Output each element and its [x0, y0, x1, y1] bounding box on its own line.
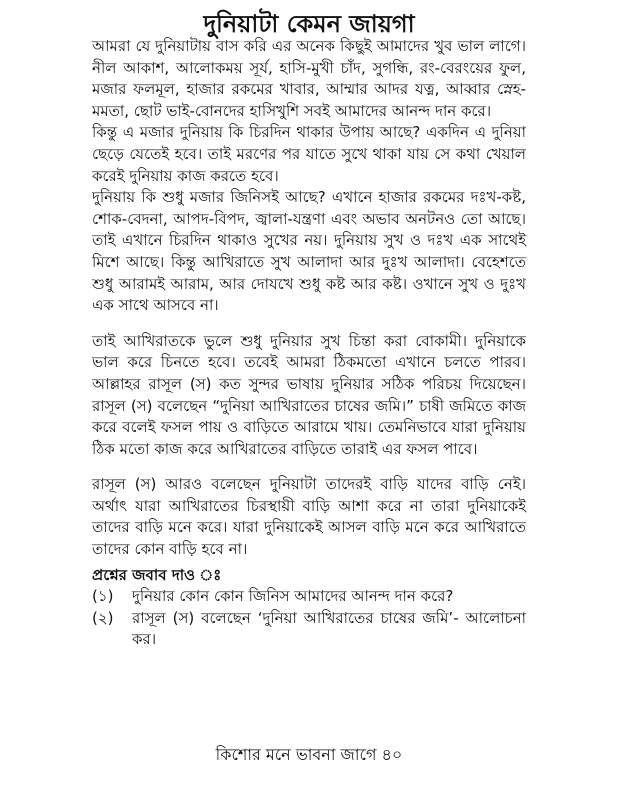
- question-number: (১): [92, 587, 114, 606]
- paragraph-3: দুনিয়ায় কি শুধু মজার জিনিসই আছে? এখানে হাজার রকমের দঃখ-কষ্ট, শোক-বেদনা, আপদ-বিপদ, জ্বালা-যন্ত্রণা এবং অভাব অনটনও তো আছে। তাই এখানে চিরদিন থাকাও সুখের নয়। দুনিয়ায় সুখ ও দঃখ এক সাথেই মিশে আছে। কিন্তু আখিরাতে সুখ আলাদা আর দুঃখ আলাদা। বেহেশতে শুধু আরামই আরাম, আর দোযখে শুধু কষ্ট আর কষ্ট। ওখানে সুখ ও দুঃখ এক সাথে আসবে না।: [92, 188, 526, 315]
- paragraph-5: রাসূল (স) আরও বলেছেন দুনিয়াটা তাদেরই বাড়ি যাদের বাড়ি নেই। অর্থাৎ যারা আখিরাতের চিরস্থায়ী বাড়ি আশা করে না তারা দুনিয়াকেই তাদের বাড়ি মনে করে। যারা দুনিয়াকেই আসল বাড়ি মনে করে আখিরাতে তাদের কোন বাড়ি হবে না।: [92, 475, 526, 559]
- question-number: (২): [92, 608, 114, 627]
- question-item: [92, 608, 526, 651]
- page-title: দুনিয়াটা কেমন জায়গা: [203, 10, 415, 38]
- paragraph-1: আমরা যে দুনিয়াটায় বাস করি এর অনেক কিছুই আমাদের খুব ভাল লাগে। নীল আকাশ, আলোকময় সূর্য, হাসি-মুখী চাঁদ, সুগন্ধি, রং-বেরংয়ের ফুল, মজার ফলমূল, হাজার রকমের খাবার, আম্মার আদর যত্ন, আব্বার স্নেহ-মমতা, ছোট ভাই-বোনদের হাসিখুশি সবই আমাদের আনন্দ দান করে।: [92, 37, 526, 120]
- paragraph-2: কিন্তু এ মজার দুনিয়ায় কি চিরদিন থাকার উপায় আছে? একদিন এ দুনিয়া ছেড়ে যেতেই হবে। তাই মরণের পর যাতে সুখে থাকা যায় সে কথা খেয়াল করেই দুনিয়ায় কাজ করতে হবে।: [92, 123, 526, 185]
- question-item: [92, 586, 526, 608]
- question-text: দুনিয়ার কোন কোন জিনিস আমাদের আনন্দ দান করে?: [132, 587, 454, 606]
- paragraph-4: তাই আখিরাতকে ভুলে শুধু দুনিয়ার সুখ চিন্তা করা বোকামী। দুনিয়াকে ভাল করে চিনতে হবে। তবেই আমরা ঠিকমতো এখানে চলতে পারব। আল্লাহর রাসূল (স) কত সুন্দর ভাষায় দুনিয়ার সঠিক পরিচয় দিয়েছেন। রাসূল (স) বলেছেন “দুনিয়া আখিরাতের চাষের জমি।” চাষী জমিতে কাজ করে বলেই ফসল পায় ও বাড়িতে আরামে খায়। তেমনিভাবে যারা দুনিয়ায় ঠিক মতো কাজ করে আখিরাতের বাড়িতে তারাই এর ফসল পাবে।: [92, 331, 526, 458]
- question-text: রাসূল (স) বলেছেন ‘দুনিয়া আখিরাতের চাষের জমি’- আলোচনা কর।: [132, 608, 526, 649]
- questions-heading: প্রশ্নের জবাব দাও ঃ: [92, 565, 222, 584]
- article-body: [92, 36, 526, 651]
- page-footer: কিশোর মনে ভাবনা জাগে ৪০: [215, 745, 403, 764]
